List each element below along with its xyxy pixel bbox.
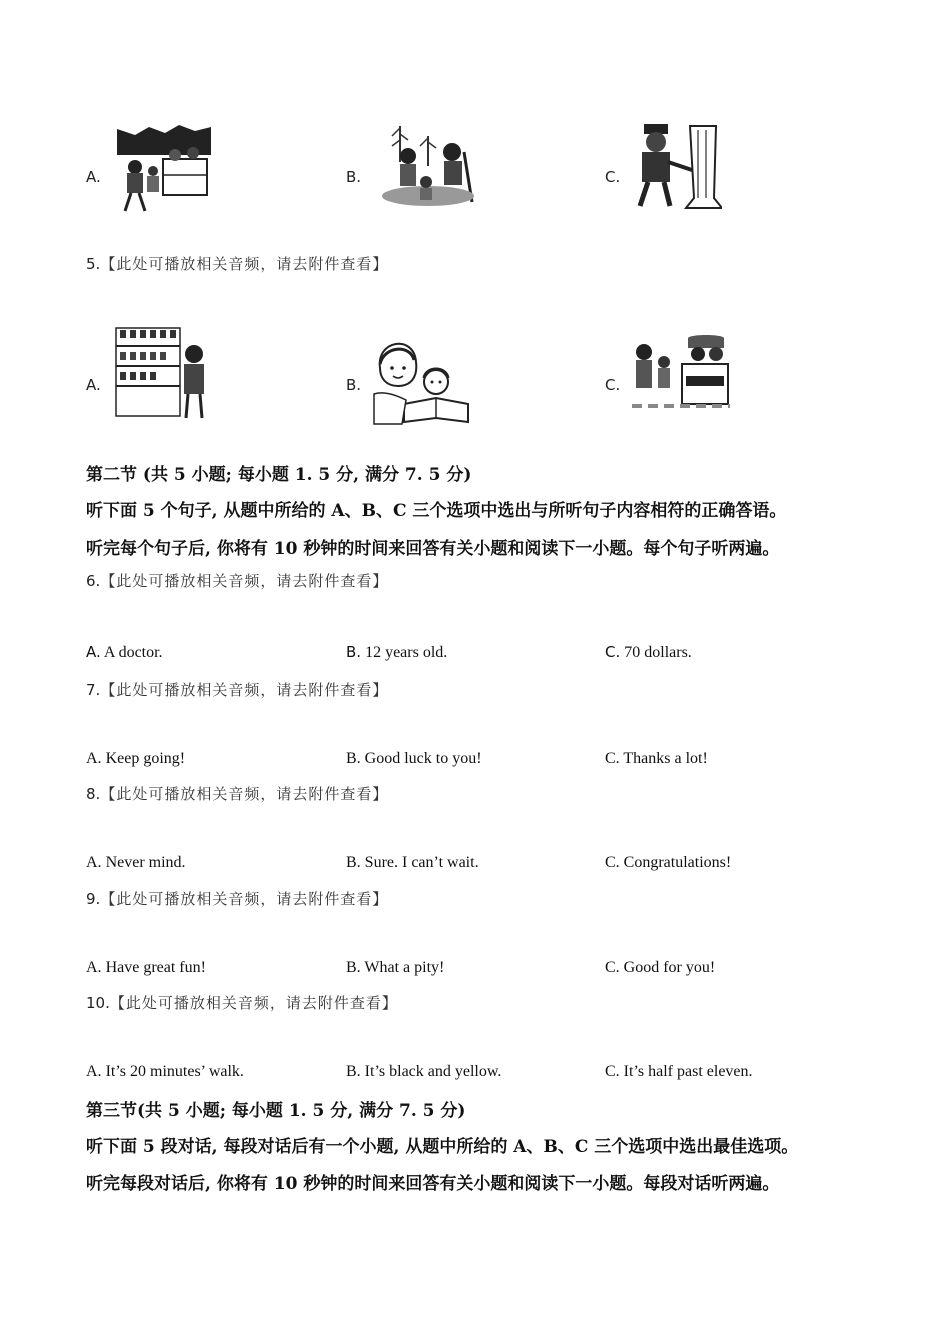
option-text: Never mind.: [105, 854, 186, 871]
option-b[interactable]: [346, 854, 479, 872]
family-at-counter-picture: [630, 334, 734, 414]
question-5: [86, 253, 388, 274]
option-letter: B.: [346, 959, 361, 976]
option-a[interactable]: [86, 959, 206, 977]
audio-note: 【此处可播放相关音频，请去附件查看】: [100, 785, 389, 803]
woman-in-supermarket-picture: [114, 324, 210, 420]
option-b[interactable]: [346, 643, 447, 662]
option-letter: C.: [605, 959, 620, 976]
option-a[interactable]: [86, 643, 163, 662]
option-a[interactable]: [86, 1063, 244, 1081]
option-label-a: A.: [86, 168, 101, 186]
audio-note: 【此处可播放相关音频，请去附件查看】: [100, 890, 389, 908]
option-label-b: B.: [346, 168, 362, 186]
option-text: It’s black and yellow.: [364, 1063, 502, 1080]
option-a[interactable]: [86, 750, 185, 768]
option-letter: B.: [346, 643, 362, 661]
option-letter: A.: [86, 750, 102, 767]
option-label-a: A.: [86, 376, 101, 394]
option-text: Good for you!: [623, 959, 716, 976]
option-text: Thanks a lot!: [623, 750, 708, 767]
option-letter: A.: [86, 959, 102, 976]
option-c[interactable]: [605, 854, 731, 872]
option-b[interactable]: [346, 750, 482, 768]
option-b[interactable]: [346, 959, 444, 977]
audio-note: 【此处可播放相关音频，请去附件查看】: [109, 994, 398, 1012]
audio-note: 【此处可播放相关音频，请去附件查看】: [100, 255, 389, 273]
option-label-b: B.: [346, 376, 362, 394]
question-number: 10.: [86, 994, 110, 1012]
audio-note: 【此处可播放相关音频，请去附件查看】: [100, 681, 389, 699]
option-letter: B.: [346, 750, 361, 767]
option-label-c: C.: [605, 376, 621, 394]
option-text: It’s 20 minutes’ walk.: [105, 1063, 244, 1080]
section-2-heading: 第二节 (共 5 小题; 每小题 1. 5 分, 满分 7. 5 分): [86, 465, 472, 485]
option-text: Congratulations!: [623, 854, 732, 871]
question-number: 6.: [86, 572, 101, 590]
option-text: It’s half past eleven.: [623, 1063, 753, 1080]
option-label-c: C.: [605, 168, 621, 186]
option-letter: C.: [605, 750, 620, 767]
option-c[interactable]: [605, 959, 715, 977]
option-letter: A.: [86, 854, 102, 871]
option-letter: C.: [605, 854, 620, 871]
option-text: 12 years old.: [365, 644, 448, 661]
section-2-instruction-2: 听完每个句子后, 你将有 10 秒钟的时间来回答有关小题和阅读下一小题。每个句子听两遍。: [86, 539, 780, 559]
question-7: [86, 679, 388, 700]
mother-reading-with-child-picture: [366, 334, 470, 426]
question-10: [86, 992, 398, 1013]
section-3-heading: 第三节(共 5 小题; 每小题 1. 5 分, 满分 7. 5 分): [86, 1101, 466, 1121]
question-number: 5.: [86, 255, 101, 273]
option-b[interactable]: [346, 1063, 501, 1081]
option-letter: A.: [86, 1063, 102, 1080]
option-text: A doctor.: [103, 644, 163, 661]
kids-planting-trees-picture: [378, 122, 478, 212]
option-c[interactable]: [605, 643, 692, 662]
question-6: [86, 570, 388, 591]
option-text: Keep going!: [105, 750, 186, 767]
option-c[interactable]: [605, 750, 708, 768]
option-letter: B.: [346, 1063, 361, 1080]
question-number: 8.: [86, 785, 101, 803]
option-text: What a pity!: [364, 959, 445, 976]
question-number: 9.: [86, 890, 101, 908]
option-letter: C.: [605, 1063, 620, 1080]
option-c[interactable]: [605, 1063, 753, 1081]
kids-at-stall-picture: [115, 125, 213, 213]
section-3-instruction-2: 听完每段对话后, 你将有 10 秒钟的时间来回答有关小题和阅读下一小题。每段对话听两遍。: [86, 1174, 780, 1194]
option-letter: C.: [605, 643, 621, 661]
option-text: Sure. I can’t wait.: [364, 854, 479, 871]
option-text: Good luck to you!: [364, 750, 482, 767]
audio-note: 【此处可播放相关音频，请去附件查看】: [100, 572, 389, 590]
option-a[interactable]: [86, 854, 186, 872]
option-letter: A.: [86, 643, 101, 661]
section-3-instruction-1: 听下面 5 段对话, 每段对话后有一个小题, 从题中所给的 A、B、C 三个选项中选出最佳选项。: [86, 1137, 799, 1157]
option-text: 70 dollars.: [624, 644, 692, 661]
option-text: Have great fun!: [105, 959, 206, 976]
option-letter: B.: [346, 854, 361, 871]
question-number: 7.: [86, 681, 101, 699]
man-cutting-tree-picture: [630, 122, 722, 210]
question-8: [86, 783, 388, 804]
question-9: [86, 888, 388, 909]
section-2-instruction-1: 听下面 5 个句子, 从题中所给的 A、B、C 三个选项中选出与所听句子内容相符的正确答语。: [86, 501, 787, 521]
